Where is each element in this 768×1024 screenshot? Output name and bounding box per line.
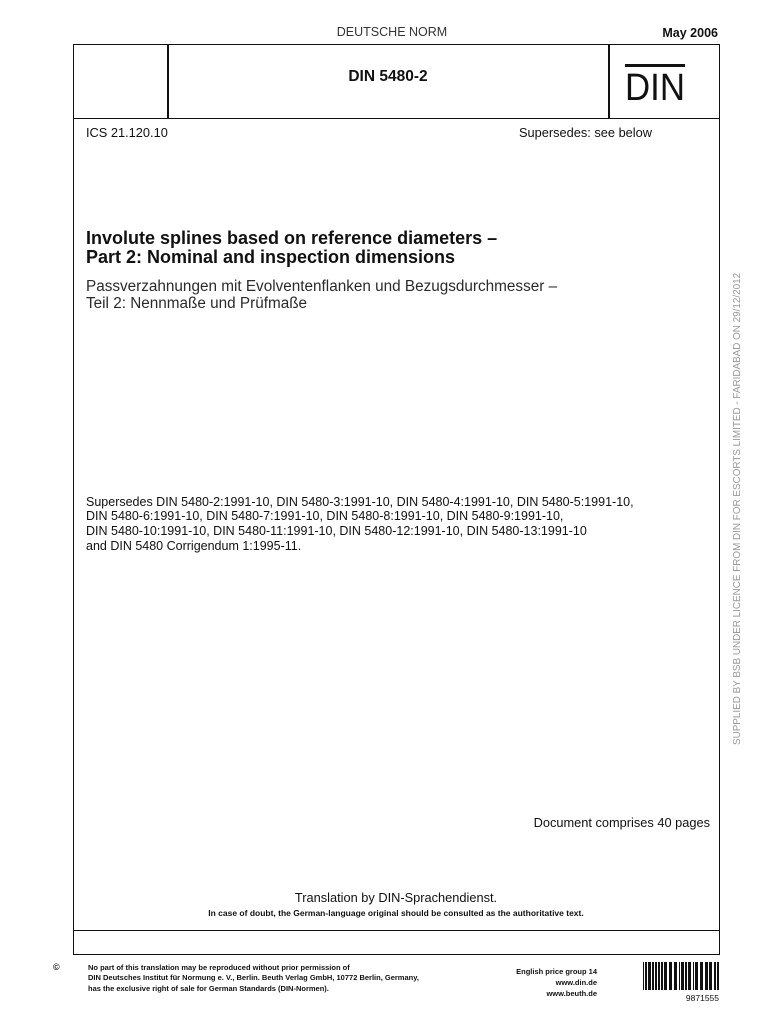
barcode-bar [693, 962, 694, 990]
barcode-bar [645, 962, 647, 990]
copyright-notice [88, 963, 419, 995]
barcode-bar [648, 962, 651, 990]
standard-series: DEUTSCHE NORM [336, 25, 448, 39]
barcode-bar [717, 962, 719, 990]
english-title [86, 229, 497, 267]
english-title-line: Part 2: Nominal and inspection dimensions [86, 246, 456, 267]
translation-notice: In case of doubt, the German-language original should be consulted as the authoritative text. [208, 907, 584, 918]
barcode-bar [658, 962, 660, 990]
page-count: Document comprises 40 pages [533, 815, 710, 830]
barcode-bar [695, 962, 698, 990]
barcode-bar [661, 962, 663, 990]
barcode-bar [700, 962, 703, 990]
supersedes-paragraph [86, 495, 634, 554]
barcode-bar [679, 962, 680, 990]
header-row-rule [73, 118, 720, 120]
copyright-line: DIN Deutsches Institut für Normung e. V., Berlin. Beuth Verlag GmbH, 10772 Berlin, Germany, [88, 973, 419, 983]
supersedes-line: DIN 5480-6:1991-10, DIN 5480-7:1991-10, DIN 5480-8:1991-10, DIN 5480-9:1991-10, [86, 509, 564, 524]
barcode-bar [674, 962, 677, 990]
price-block [516, 966, 597, 999]
barcode-bar [669, 962, 672, 990]
document-number: DIN 5480-2 [348, 68, 428, 85]
translation-credit: Translation by DIN-Sprachendienst. [294, 890, 498, 905]
german-title [86, 278, 557, 312]
din-logo-text: DIN [625, 67, 685, 103]
copyright-icon: © [53, 962, 60, 972]
barcode-bar [681, 962, 684, 990]
barcode-bar [714, 962, 716, 990]
price-group: English price group 14 [516, 966, 597, 976]
ics-code: ICS 21.120.10 [86, 125, 168, 140]
website-din: www.din.de [555, 977, 597, 987]
bottom-row-rule [73, 930, 720, 932]
supersedes-line: Supersedes DIN 5480-2:1991-10, DIN 5480-3:1991-10, DIN 5480-4:1991-10, DIN 5480-5:1991-10, [86, 494, 634, 509]
english-title-line: Involute splines based on reference diameters – [86, 227, 498, 248]
publication-date: May 2006 [662, 26, 718, 40]
german-title-line: Teil 2: Nennmaße und Prüfmaße [86, 294, 308, 312]
barcode-bar [643, 962, 644, 990]
copyright-line: No part of this translation may be reproduced without prior permission of [88, 962, 350, 972]
german-title-line: Passverzahnungen mit Evolventenflanken und Bezugsdurchmesser – [86, 277, 558, 295]
licence-watermark: SUPPLIED BY BSB UNDER LICENCE FROM DIN FOR ESCORTS LIMITED - FARIDABAD ON 29/12/2012 [732, 272, 743, 745]
barcode [643, 962, 719, 990]
barcode-bar [705, 962, 708, 990]
barcode-number: 9871555 [685, 992, 719, 1003]
barcode-bar [655, 962, 657, 990]
barcode-bar [652, 962, 654, 990]
barcode-bar [709, 962, 712, 990]
supersedes-note: Supersedes: see below [518, 125, 652, 140]
supersedes-line: DIN 5480-10:1991-10, DIN 5480-11:1991-10, DIN 5480-12:1991-10, DIN 5480-13:1991-10 [86, 524, 587, 539]
barcode-bar [685, 962, 687, 990]
supersedes-line: and DIN 5480 Corrigendum 1:1995-11. [86, 538, 302, 553]
copyright-line: has the exclusive right of sale for German Standards (DIN-Normen). [88, 983, 329, 993]
header-divider-right [608, 44, 610, 119]
din-logo [623, 63, 687, 103]
website-beuth: www.beuth.de [546, 988, 597, 998]
barcode-bar [688, 962, 691, 990]
barcode-bar [664, 962, 667, 990]
